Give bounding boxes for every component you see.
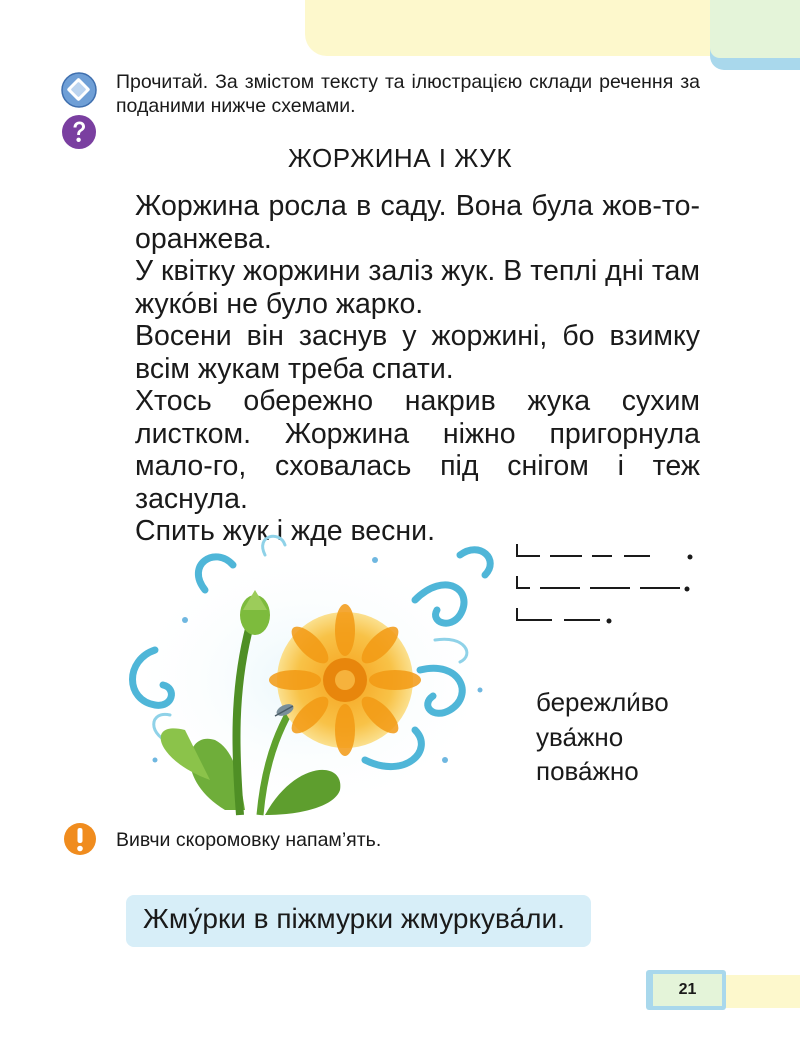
task-memorize: Вивчи скоромовку напам’ять. [116,829,382,851]
tongue-twister-text: Жму́рки в піжмурки жмуркува́ли. [143,903,565,934]
task-instruction: Прочитай. За змістом тексту та ілюстрацією склади речення за поданими нижче схемами. [116,71,700,117]
word-1: бережли́во [536,687,669,717]
word-3: пова́жно [536,756,639,786]
sentence-schemes [512,538,712,638]
word-2: ува́жно [536,721,624,752]
page-decor-yellow [720,975,800,1008]
paragraph-2: У квітку жоржини заліз жук. В теплі дні там жукóві не було жарко. [135,255,700,320]
word-list [536,685,669,789]
paragraph-1: Жоржина росла в саду. Вона була жов-то-оранжева. [135,190,700,255]
top-decor-green [710,0,800,58]
read-book-icon [61,72,97,108]
story-title: ЖОРЖИНА І ЖУК [288,143,512,173]
top-decor-yellow [305,0,725,56]
paragraph-4: Хтось обережно накрив жука сухим листком. Жоржина ніжно пригорнула мало-го, сховалась під снігом і теж заснула. [135,385,700,515]
story-text [135,190,700,548]
paragraph-3: Восени він заснув у жоржині, бо взимку всім жукам треба спати. [135,320,700,385]
page-number: 21 [653,974,722,1006]
exclamation-icon [63,822,97,856]
paragraph-5: Спить жук і жде весни. [135,515,435,547]
dahlia-illustration [115,530,500,820]
